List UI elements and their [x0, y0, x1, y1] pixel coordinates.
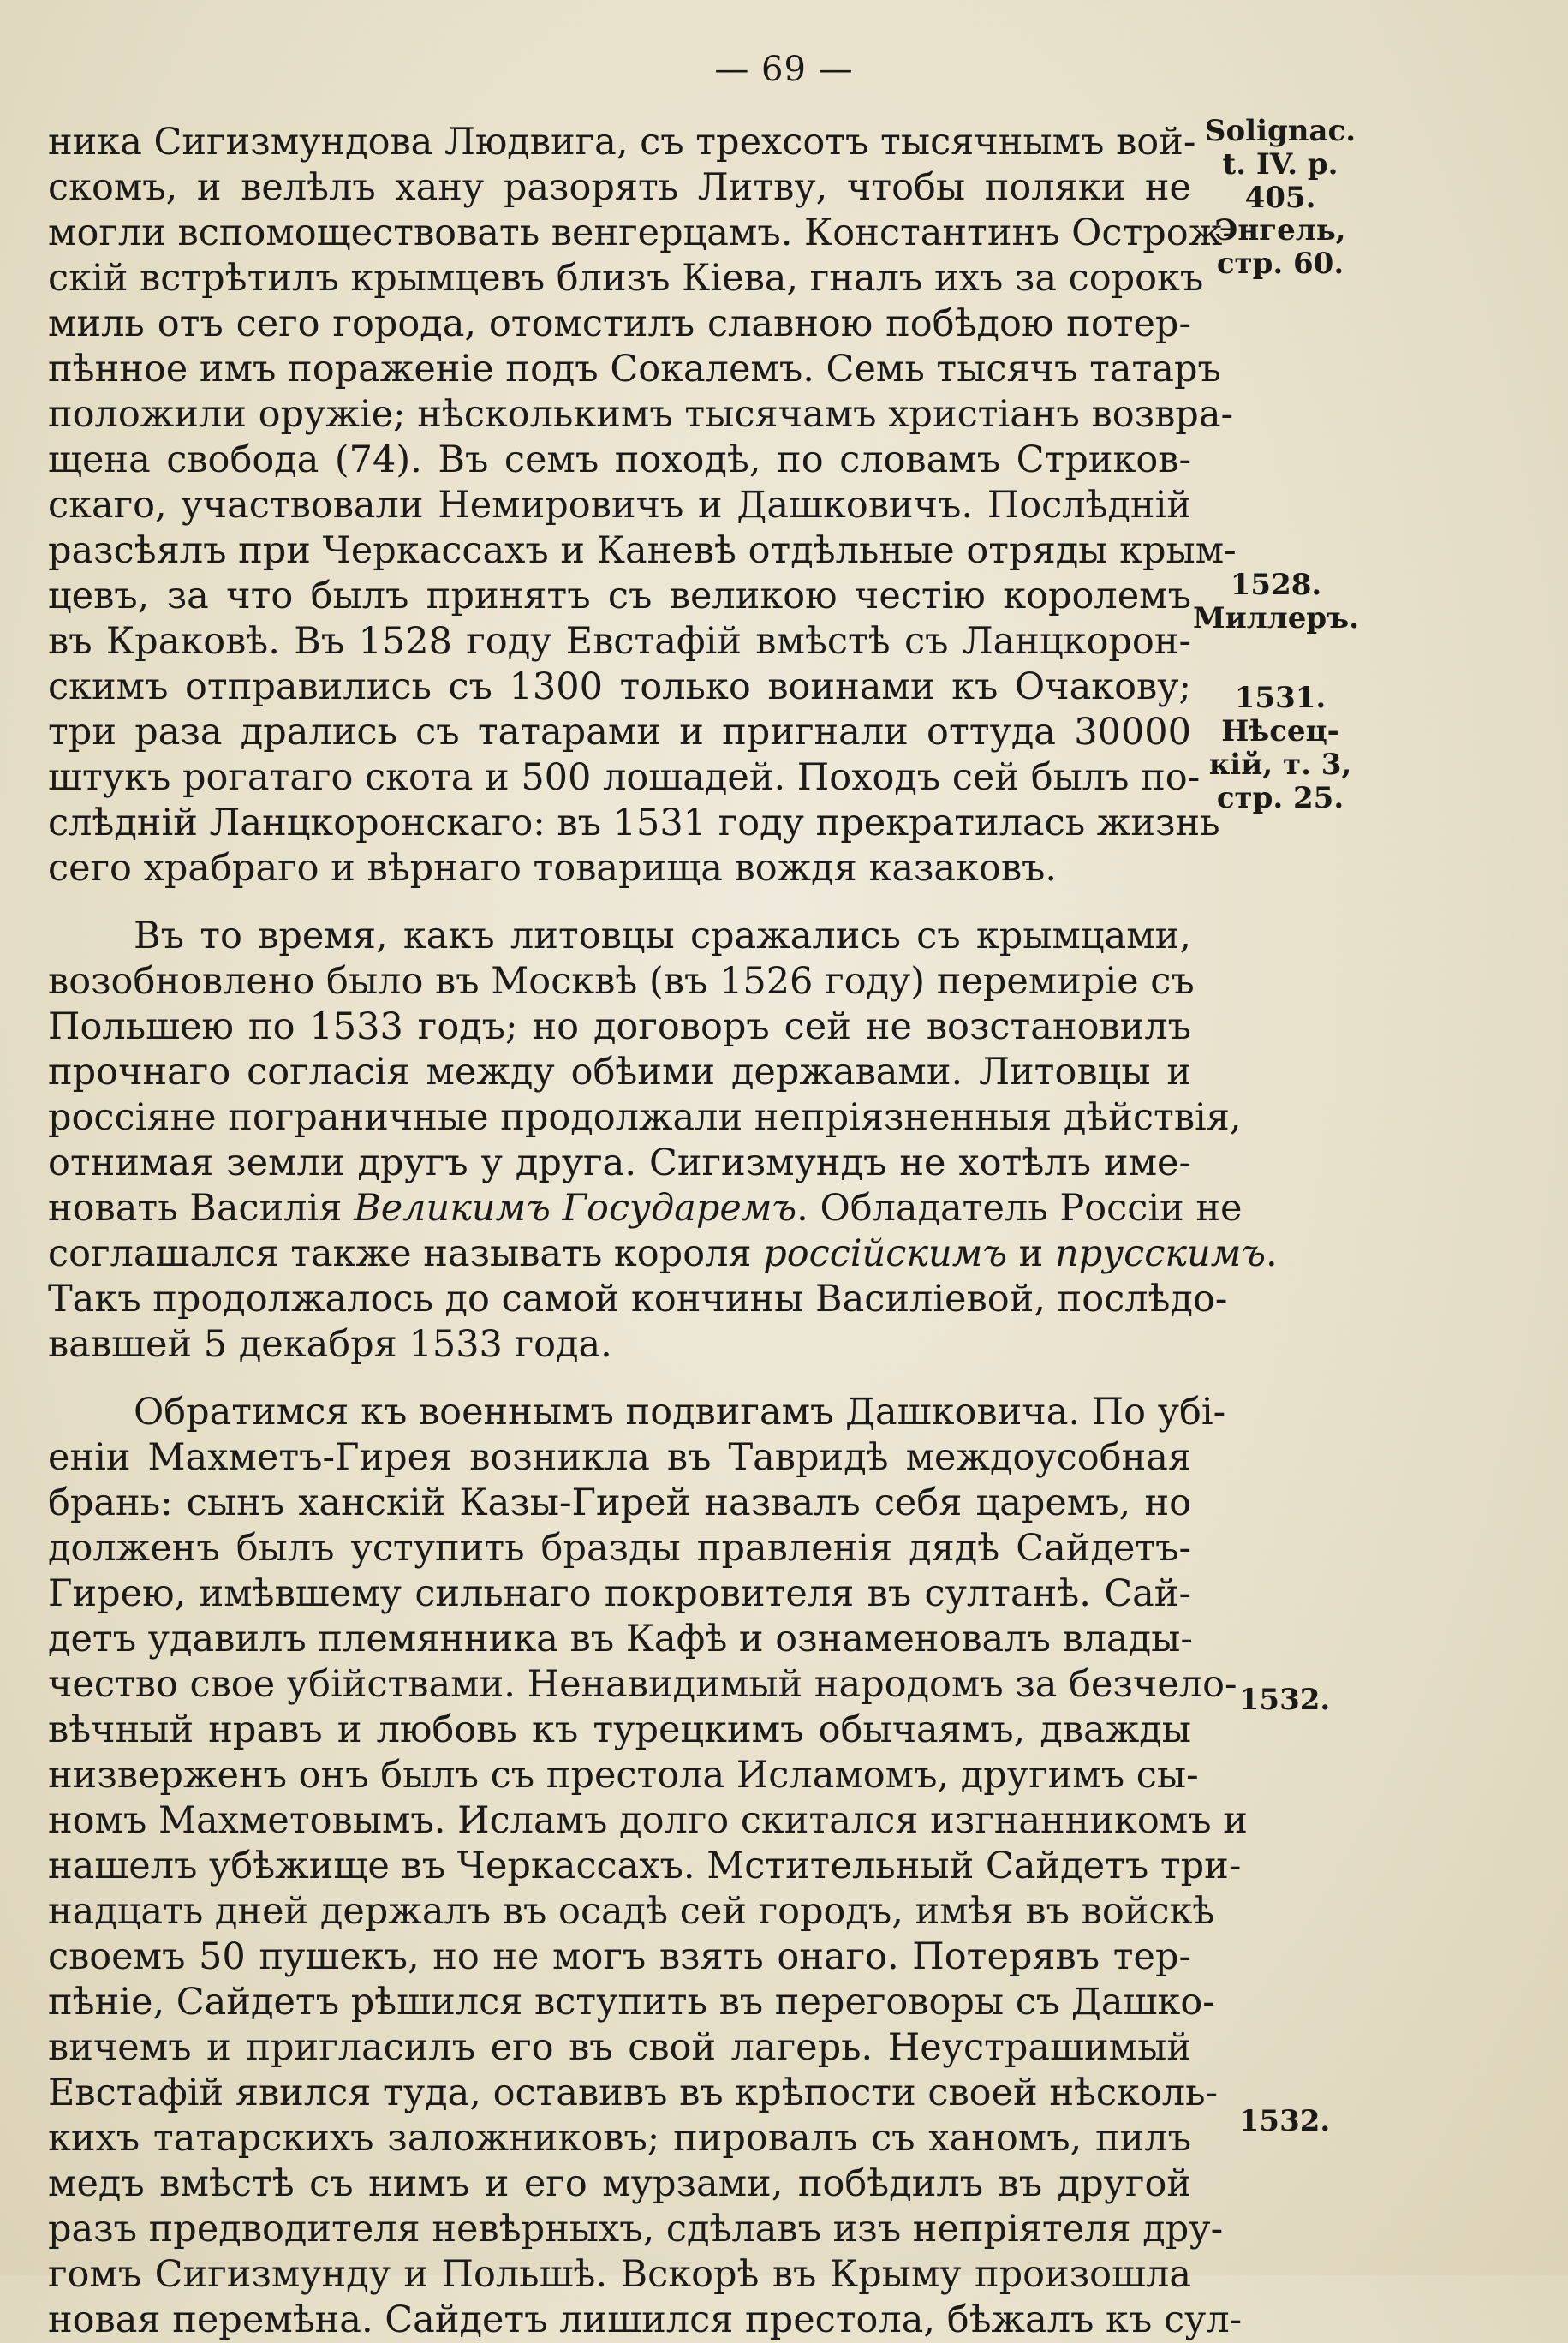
- text-line: еніи Махметъ-Гирея возникла въ Тавридѣ междоусобная: [48, 1436, 1191, 1479]
- text-line: скимъ отправились съ 1300 только воинами къ Очакову;: [48, 665, 1191, 708]
- text-line: соглашался также называть короля россійскимъ и прусскимъ.: [48, 1232, 1278, 1275]
- text-line: слѣдній Ланцкоронскаго: въ 1531 году прекратилась жизнь: [48, 802, 1220, 844]
- italic-phrase: Великимъ Государемъ: [354, 1187, 797, 1230]
- text-line: штукъ рогатаго скота и 500 лошадей. Походъ сей былъ по-: [48, 756, 1201, 799]
- margin-note-line: стр. 25.: [1216, 781, 1344, 815]
- margin-note-line: Миллеръ.: [1192, 601, 1360, 635]
- text-line: вичемъ и пригласилъ его въ свой лагерь. Неустрашимый: [48, 2026, 1191, 2069]
- text-line: могли вспомоществовать венгерцамъ. Константинъ Острож-: [48, 212, 1235, 254]
- text-line: вѣчный нравъ и любовь къ турецкимъ обычаямъ, дважды: [48, 1708, 1191, 1751]
- margin-note-1531: [1203, 682, 1357, 815]
- italic-phrase: прусскимъ: [1055, 1232, 1267, 1275]
- margin-note-solignac: [1203, 115, 1357, 215]
- text-line: Обратимся къ военнымъ подвигамъ Дашковича. По убі-: [134, 1391, 1226, 1434]
- margin-note-engel: [1203, 214, 1357, 281]
- text-line: чество свое убійствами. Ненавидимый народомъ за безчело-: [48, 1663, 1237, 1706]
- text-line: брань: сынъ ханскій Казы-Гирей назвалъ себя царемъ, но: [48, 1482, 1191, 1524]
- text-line: детъ удавилъ племянника въ Кафѣ и ознаменовалъ влады-: [48, 1618, 1193, 1660]
- text-line: россіяне пограничные продолжали непріязненныя дѣйствія,: [48, 1096, 1242, 1139]
- margin-note-line: 1532.: [1238, 2104, 1331, 2138]
- text-line: скій встрѣтилъ крымцевъ близъ Кіева, гналъ ихъ за сорокъ: [48, 257, 1204, 300]
- text-line: новать Василія Великимъ Государемъ. Обладатель Россіи не: [48, 1187, 1243, 1230]
- margin-note-line: 1531.: [1234, 681, 1327, 715]
- text-line: скомъ, и велѣлъ хану разорять Литву, чтобы поляки не: [48, 166, 1191, 209]
- text-line: Евстафій явился туда, оставивъ въ крѣпости своей нѣсколь-: [48, 2072, 1219, 2114]
- margin-note-line: Нѣсец-: [1221, 714, 1339, 748]
- text-line: своемъ 50 пушекъ, но не могъ взять онаго. Потерявъ тер-: [48, 1935, 1191, 1978]
- text-line: возобновлено было въ Москвѣ (въ 1526 году) перемиріе съ: [48, 960, 1195, 1003]
- text-line: долженъ былъ уступить бразды правленія дядѣ Сайдетъ-: [48, 1527, 1191, 1570]
- text-line: Гирею, имѣвшему сильнаго покровителя въ султанѣ. Сай-: [48, 1572, 1191, 1615]
- margin-note-line: 1532.: [1238, 1683, 1331, 1717]
- text-line: Такъ продолжалось до самой кончины Василіевой, послѣдо-: [48, 1278, 1228, 1321]
- text-line: гомъ Сигизмунду и Польшѣ. Вскорѣ въ Крыму произошла: [48, 2253, 1191, 2296]
- margin-note-line: t. IV. p.: [1222, 147, 1338, 182]
- text-line: скаго, участвовали Немировичъ и Дашковичъ. Послѣдній: [48, 484, 1191, 527]
- text-line: Польшею по 1533 годъ; но договоръ сей не возстановилъ: [48, 1005, 1191, 1048]
- margin-note-line: кій, т. 3,: [1208, 748, 1352, 782]
- text-line: положили оружіе; нѣсколькимъ тысячамъ христіанъ возвра-: [48, 393, 1233, 436]
- margin-note-line: 405.: [1244, 181, 1316, 215]
- text-line: разсѣялъ при Черкассахъ и Каневѣ отдѣльные отряды крым-: [48, 529, 1237, 572]
- text-line: въ Краковѣ. Въ 1528 году Евстафій вмѣстѣ съ Ланцкорон-: [48, 620, 1191, 663]
- margin-note-line: 1528.: [1230, 568, 1322, 602]
- paragraph-3: [48, 1390, 1248, 2343]
- text-line: нашелъ убѣжище въ Черкассахъ. Мстительный Сайдетъ три-: [48, 1845, 1242, 1887]
- text-line: сего храбраго и вѣрнаго товарища вождя казаковъ.: [48, 847, 1058, 890]
- text-line: пѣнное имъ пораженіе подъ Сокалемъ. Семь тысячъ татаръ: [48, 348, 1221, 390]
- text-line: новая перемѣна. Сайдетъ лишился престола, бѣжалъ къ сул-: [48, 2298, 1243, 2341]
- text-line: номъ Махметовымъ. Исламъ долго скитался изгнанникомъ и: [48, 1799, 1248, 1842]
- paragraph-2: [48, 914, 1278, 1368]
- margin-note-line: Solignac.: [1204, 114, 1356, 148]
- paragraph-1: [48, 120, 1237, 891]
- text-line: щена свобода (74). Въ семъ походѣ, по словамъ Стриков-: [48, 438, 1191, 481]
- text-line: разъ предводителя невѣрныхъ, сдѣлавъ изъ непріятеля дру-: [48, 2208, 1224, 2251]
- text-line: прочнаго согласія между обѣими державами. Литовцы и: [48, 1051, 1191, 1094]
- text-line: вавшей 5 декабря 1533 года.: [48, 1323, 612, 1366]
- page-number: — 69 —: [714, 50, 854, 89]
- margin-note-line: Энгель,: [1214, 213, 1346, 247]
- text-line: три раза дрались съ татарами и пригнали оттуда 30000: [48, 711, 1191, 754]
- text-line: пѣніе, Сайдетъ рѣшился вступить въ переговоры съ Дашко-: [48, 1981, 1215, 2024]
- margin-note-line: стр. 60.: [1216, 247, 1344, 281]
- italic-phrase: россійскимъ: [763, 1232, 1008, 1275]
- text-line: отнимая земли другъ у друга. Сигизмундъ не хотѣлъ име-: [48, 1142, 1191, 1184]
- text-line: цевъ, за что былъ принятъ съ великою честію королемъ: [48, 575, 1191, 617]
- text-line: кихъ татарскихъ заложниковъ; пировалъ съ ханомъ, пилъ: [48, 2117, 1191, 2160]
- text-line: Въ то время, какъ литовцы сражались съ крымцами,: [134, 915, 1191, 957]
- margin-note-1532-b: [1216, 2105, 1353, 2138]
- margin-note-1532-a: [1216, 1684, 1353, 1717]
- text-line: медъ вмѣстѣ съ нимъ и его мурзами, побѣдилъ въ другой: [48, 2162, 1191, 2205]
- margin-note-1528: [1190, 569, 1362, 635]
- text-line: надцать дней держалъ въ осадѣ сей городъ, имѣя въ войскѣ: [48, 1890, 1215, 1933]
- text-line: ника Сигизмундова Людвига, съ трехсотъ тысячнымъ вой-: [48, 121, 1196, 164]
- text-line: миль отъ сего города, отомстилъ славною побѣдою потер-: [48, 302, 1191, 345]
- text-line: низверженъ онъ былъ съ престола Исламомъ, другимъ сы-: [48, 1754, 1199, 1797]
